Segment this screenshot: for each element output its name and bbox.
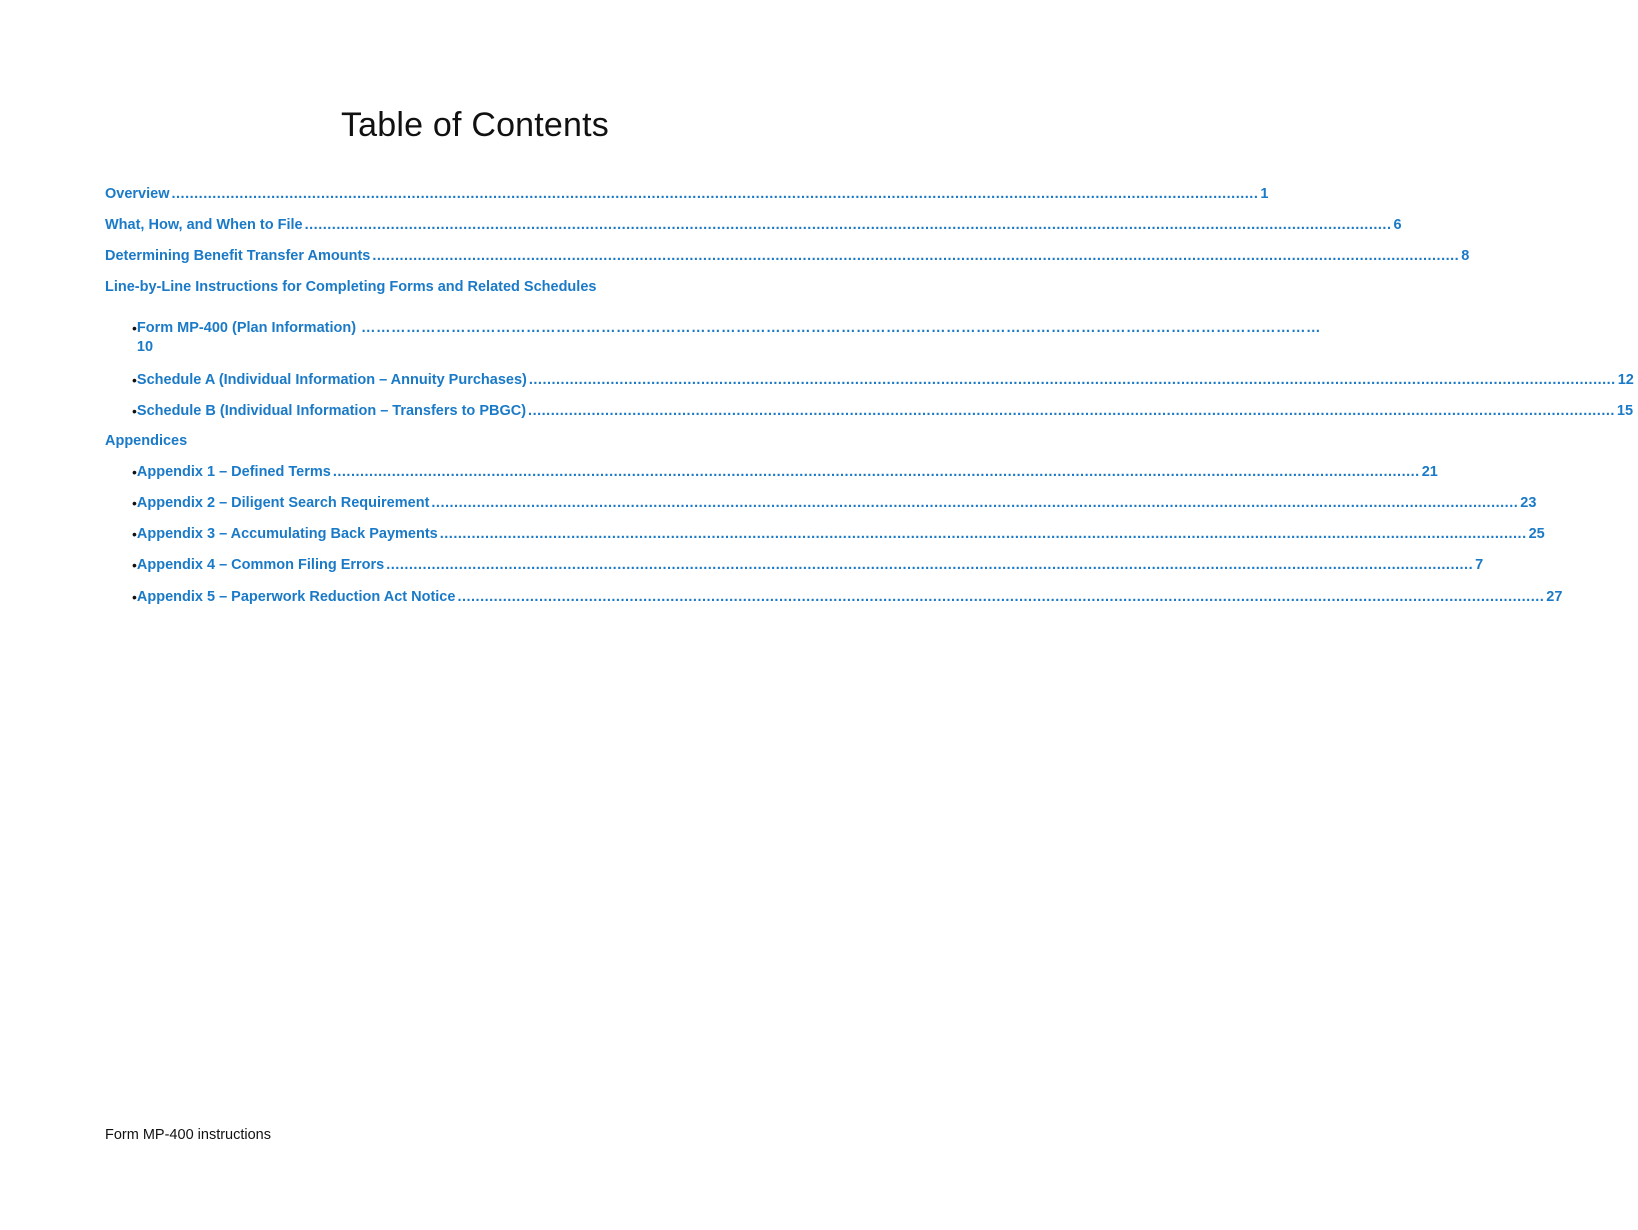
bullet-icon: •: [132, 526, 137, 542]
toc-entry-appendix-5[interactable]: [137, 589, 1567, 620]
toc-entry-what-how-when[interactable]: [105, 217, 1402, 248]
dot-leader: [431, 495, 1518, 511]
bullet-icon: •: [132, 403, 137, 419]
toc-entry-label: Schedule A (Individual Information – Annuity Purchases): [136, 372, 527, 388]
toc-entry-schedule-a[interactable]: [137, 372, 1638, 403]
toc-entry-label: Overview: [105, 186, 170, 202]
bullet-icon: •: [132, 495, 137, 511]
table-of-contents: [105, 186, 1634, 620]
bullet-icon: •: [132, 589, 137, 605]
toc-entry-label: Appendix 4 – Common Filing Errors: [136, 557, 385, 573]
toc-page-number: 1: [1260, 186, 1269, 202]
toc-entry-label: Appendix 5 – Paperwork Reduction Act Notice: [136, 589, 456, 605]
toc-page-number: 27: [1546, 589, 1563, 605]
toc-entry-label: Determining Benefit Transfer Amounts: [105, 248, 371, 264]
dot-leader: [457, 589, 1544, 605]
toc-page-number: 23: [1520, 495, 1537, 511]
toc-page-number: 15: [1616, 403, 1634, 419]
toc-entry-overview[interactable]: [105, 186, 1269, 217]
toc-entry-label: Form MP-400 (Plan Information): [136, 320, 357, 336]
toc-entry-schedule-b[interactable]: [137, 403, 1637, 433]
dot-leader: [172, 186, 1259, 202]
toc-entry-appendix-2[interactable]: [137, 495, 1541, 526]
toc-page-number: 10: [136, 339, 154, 355]
toc-entry-label: Appendix 2 – Diligent Search Requirement: [136, 495, 430, 511]
toc-page-number: 8: [1461, 248, 1470, 264]
toc-page-number: 21: [1421, 464, 1438, 480]
page-title: Table of Contents: [340, 106, 609, 144]
dot-leader: [528, 403, 1615, 419]
dot-leader: [440, 526, 1527, 542]
dot-leader: [333, 464, 1420, 480]
toc-page-number: 25: [1528, 526, 1545, 542]
bullet-icon: •: [132, 464, 137, 480]
toc-page-number: 6: [1393, 217, 1402, 233]
toc-entry-label: Schedule B (Individual Information – Transfers to PBGC): [136, 403, 527, 419]
toc-entry-appendix-1[interactable]: [137, 464, 1442, 495]
dot-leader: [372, 248, 1459, 264]
toc-entry-determining-benefit[interactable]: [105, 248, 1470, 279]
toc-heading-line-by-line[interactable]: Line-by-Line Instructions for Completing Forms and Related Schedules: [105, 279, 597, 295]
toc-page-number: 7: [1475, 557, 1484, 573]
toc-heading-appendices[interactable]: Appendices: [105, 433, 188, 449]
bullet-icon: •: [132, 320, 137, 336]
toc-entry-label: Appendix 1 – Defined Terms: [136, 464, 331, 480]
page-footer: Form MP-400 instructions: [105, 1127, 271, 1143]
dot-leader: [305, 217, 1392, 233]
dot-leader: [386, 557, 1473, 573]
bullet-icon: •: [132, 372, 137, 388]
bullet-icon: •: [132, 557, 137, 573]
dot-leader: [361, 320, 1321, 336]
toc-page-number: 12: [1617, 372, 1634, 388]
toc-entry-label: What, How, and When to File: [105, 217, 303, 233]
toc-entry-label: Appendix 3 – Accumulating Back Payments: [136, 526, 438, 542]
toc-entry-appendix-4[interactable]: [137, 557, 1493, 589]
toc-entry-appendix-3[interactable]: [137, 526, 1549, 557]
dot-leader: [529, 372, 1616, 388]
toc-entry-form-mp400[interactable]: [137, 320, 1335, 372]
